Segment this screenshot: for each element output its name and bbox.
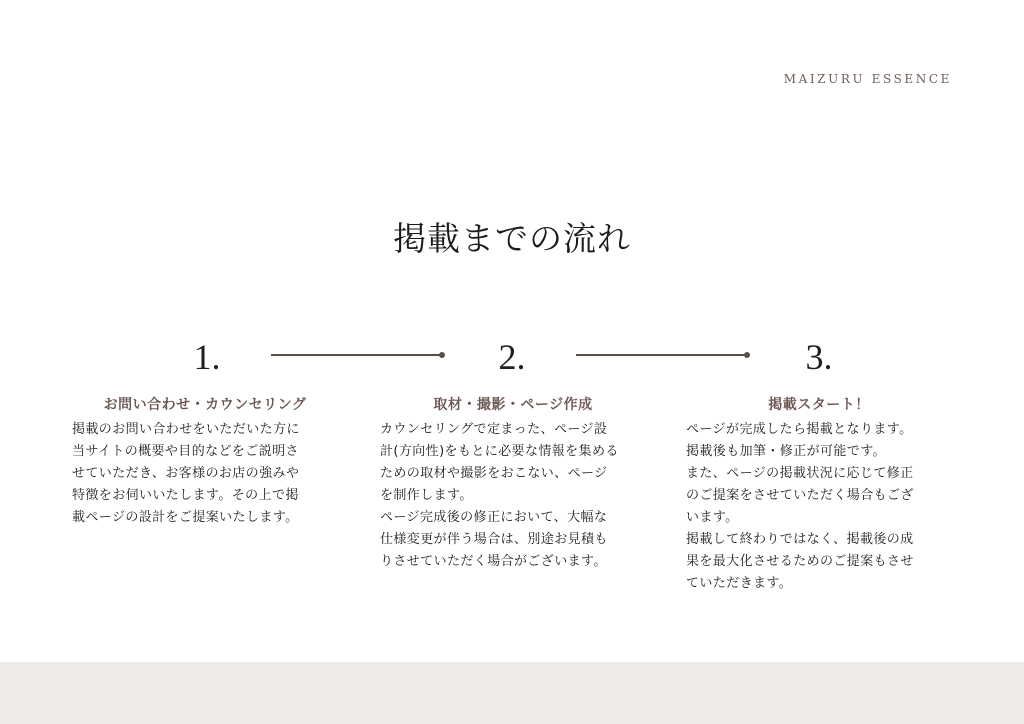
step-3-line: 果を最大化させるためのご提案もさせ (686, 554, 914, 569)
step-3-body (686, 419, 958, 595)
step-2-line: カウンセリングで定まった、ページ設 (380, 422, 608, 437)
step-1-line: せていただき、お客様のお店の強みや (72, 466, 300, 481)
step-3-line: 掲載後も加筆・修正が可能です。 (686, 444, 886, 459)
step-3-line: 掲載して終わりではなく、掲載後の成 (686, 532, 914, 547)
step-1-line: 掲載のお問い合わせをいただいた方に (72, 422, 300, 437)
step-2-line: りさせていただく場合がございます。 (380, 554, 607, 569)
step-2-line: を制作します。 (380, 488, 473, 503)
step-3-line: ていただきます。 (686, 576, 793, 591)
step-connector-2 (576, 354, 747, 356)
page-title: 掲載までの流れ (393, 219, 631, 258)
footer-band (0, 662, 1024, 724)
step-3-number: 3. (805, 337, 833, 377)
step-3-heading: 掲載スタート！ (768, 397, 870, 413)
step-3-line: います。 (686, 510, 739, 525)
step-1-line: 特徴をお伺いいたします。その上で掲 (72, 488, 299, 503)
step-1-body (72, 419, 342, 529)
step-2-line: ページ完成後の修正において、大幅な (380, 510, 608, 525)
step-3-line: のご提案をさせていただく場合もござ (686, 488, 914, 503)
step-2-body (380, 419, 652, 573)
step-1-heading: お問い合わせ・カウンセリング (103, 397, 307, 413)
step-3-line: また、ページの掲載状況に応じて修正 (686, 466, 914, 481)
brand-name: MAIZURU ESSENCE (783, 72, 952, 86)
step-1-line: 載ページの設計をご提案いたします。 (72, 510, 299, 525)
step-3-line: ページが完成したら掲載となります。 (686, 422, 913, 437)
step-2-heading: 取材・撮影・ページ作成 (433, 397, 593, 413)
step-connector-1 (271, 354, 442, 356)
step-1-number: 1. (193, 337, 221, 377)
step-2-line: 仕様変更が伴う場合は、別途お見積も (380, 532, 608, 547)
step-2-line: 計(方向性)をもとに必要な情報を集める (380, 444, 619, 459)
step-1-line: 当サイトの概要や目的などをご説明さ (72, 444, 299, 459)
step-2-number: 2. (498, 337, 526, 377)
step-2-line: ための取材や撮影をおこない、ページ (380, 466, 608, 481)
